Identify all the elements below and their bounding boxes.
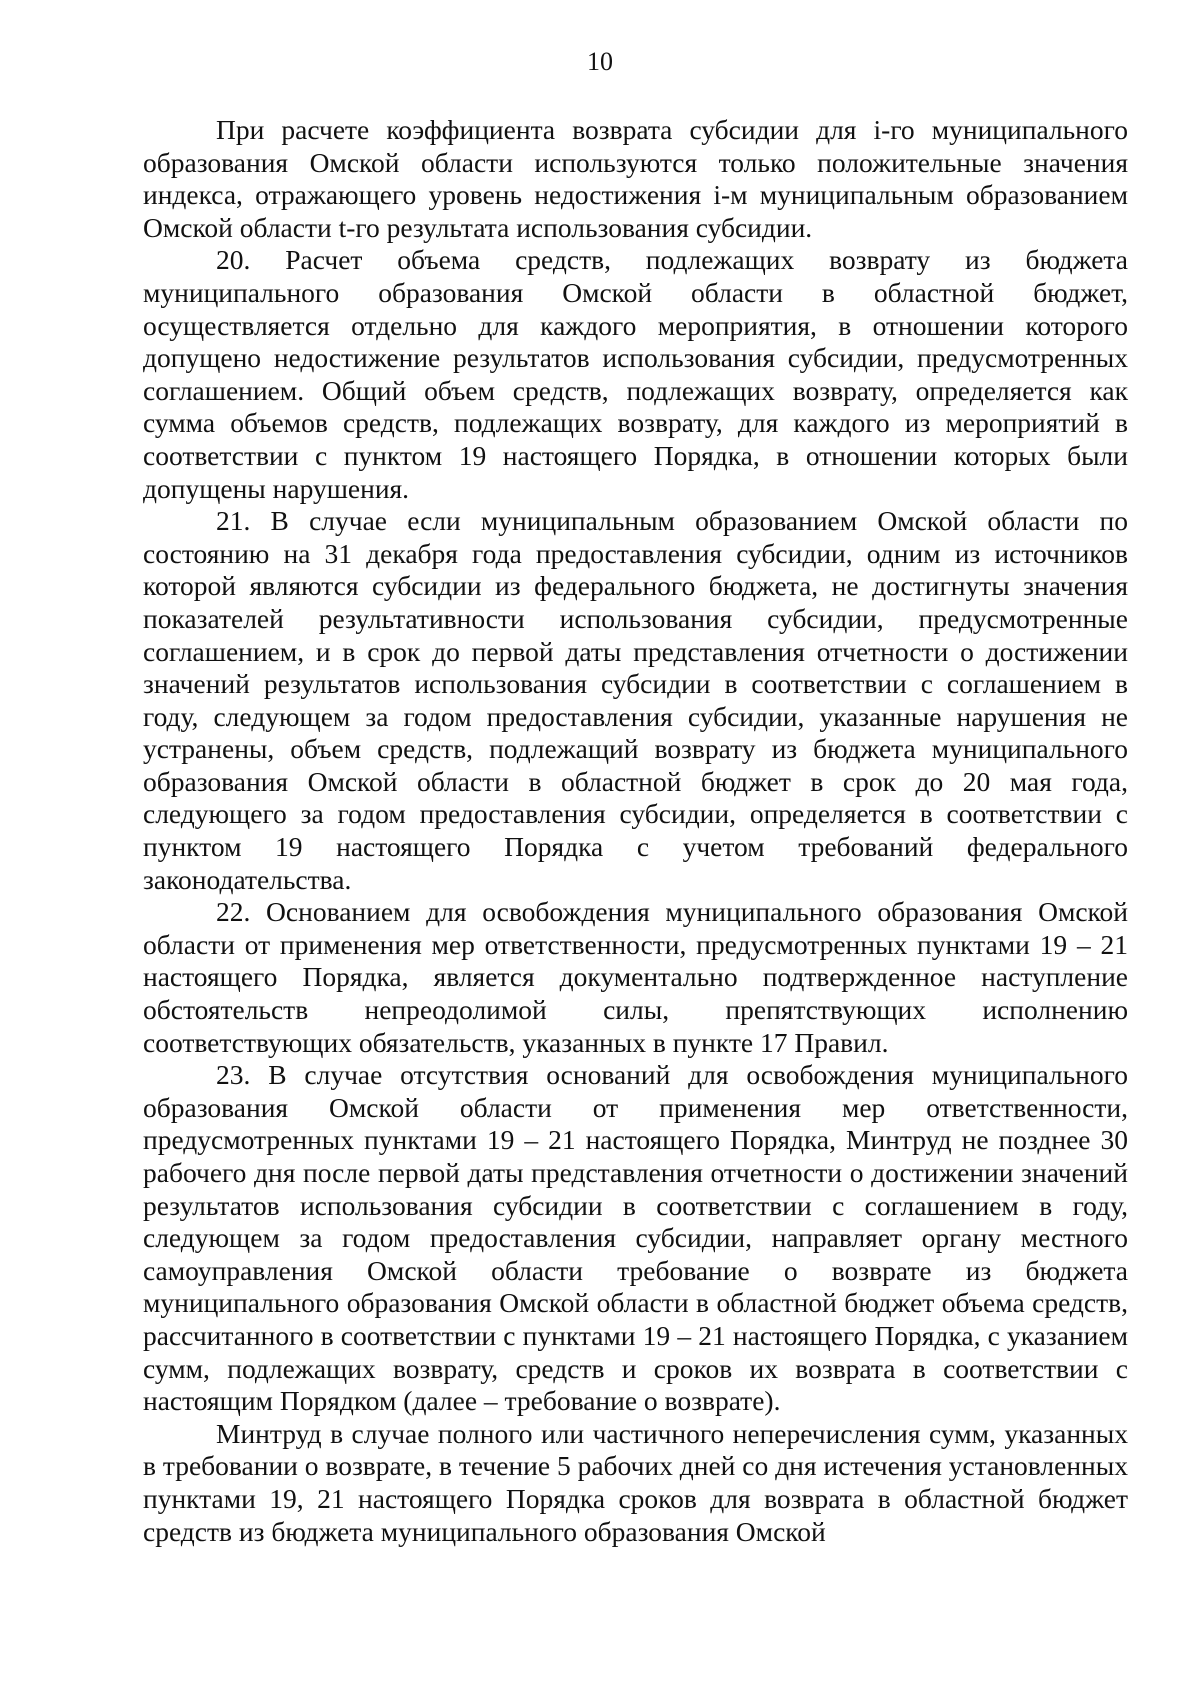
paragraph-refund-coefficient-note: При расчете коэффициента возврата субсидии для i-го муниципального образования Омской области используются только положительные значения индекса, отражающего уровень недостижения i-м муниципальным образованием Омской области t-го результата использования субсидии. xyxy=(143,114,1128,243)
page-number: 10 xyxy=(587,47,613,76)
paragraph-clause-22: 22. Основанием для освобождения муниципального образования Омской области от применения мер ответственности, предусмотренных пунктами 19 – 21 настоящего Порядка, является документально подтвержденное наступление обстоятельств непреодолимой силы, препятствующих исполнению соответствующих обязательств, указанных в пункте 17 Правил. xyxy=(143,896,1128,1058)
paragraph-mintrud-nonpayment: Минтруд в случае полного или частичного неперечисления сумм, указанных в требовании о возврате, в течение 5 рабочих дней со дня истечения установленных пунктами 19, 21 настоящего Порядка сроков для возврата в областной бюджет средств из бюджета муниципального образования Омской xyxy=(143,1417,1128,1547)
paragraph-clause-21: 21. В случае если муниципальным образованием Омской области по состоянию на 31 декабря года предоставления субсидии, одним из источников которой являются субсидии из федерального бюджета, не достигнуты значения показателей результативности использования субсидии, предусмотренные соглашением, и в срок до первой даты представления отчетности о достижении значений результатов использования субсидии в соответствии с соглашением в году, следующем за годом предоставления субсидии, указанные нарушения не устранены, объем средств, подлежащий возврату из бюджета муниципального образования Омской области в областной бюджет в срок до 20 мая года, следующего за годом предоставления субсидии, определяется в соответствии с пунктом 19 настоящего Порядка с учетом требований федерального законодательства. xyxy=(143,505,1128,895)
document-body xyxy=(143,114,1128,1548)
paragraph-clause-23: 23. В случае отсутствия оснований для освобождения муниципального образования Омской области от применения мер ответственности, предусмотренных пунктами 19 – 21 настоящего Порядка, Минтруд не позднее 30 рабочего дня после первой даты представления отчетности о достижении значений результатов использования субсидии в соответствии с соглашением в году, следующем за годом предоставления субсидии, направляет органу местного самоуправления Омской области требование о возврате из бюджета муниципального образования Омской области в областной бюджет объема средств, рассчитанного в соответствии с пунктами 19 – 21 настоящего Порядка, с указанием сумм, подлежащих возврату, средств и сроков их возврата в соответствии с настоящим Порядком (далее – требование о возврате). xyxy=(143,1059,1128,1417)
paragraph-clause-20: 20. Расчет объема средств, подлежащих возврату из бюджета муниципального образования Омской области в областной бюджет, осуществляется отдельно для каждого мероприятия, в отношении которого допущено недостижение результатов использования субсидии, предусмотренных соглашением. Общий объем средств, подлежащих возврату, определяется как сумма объемов средств, подлежащих возврату, для каждого из мероприятий в соответствии с пунктом 19 настоящего Порядка, в отношении которых были допущены нарушения. xyxy=(143,244,1128,504)
